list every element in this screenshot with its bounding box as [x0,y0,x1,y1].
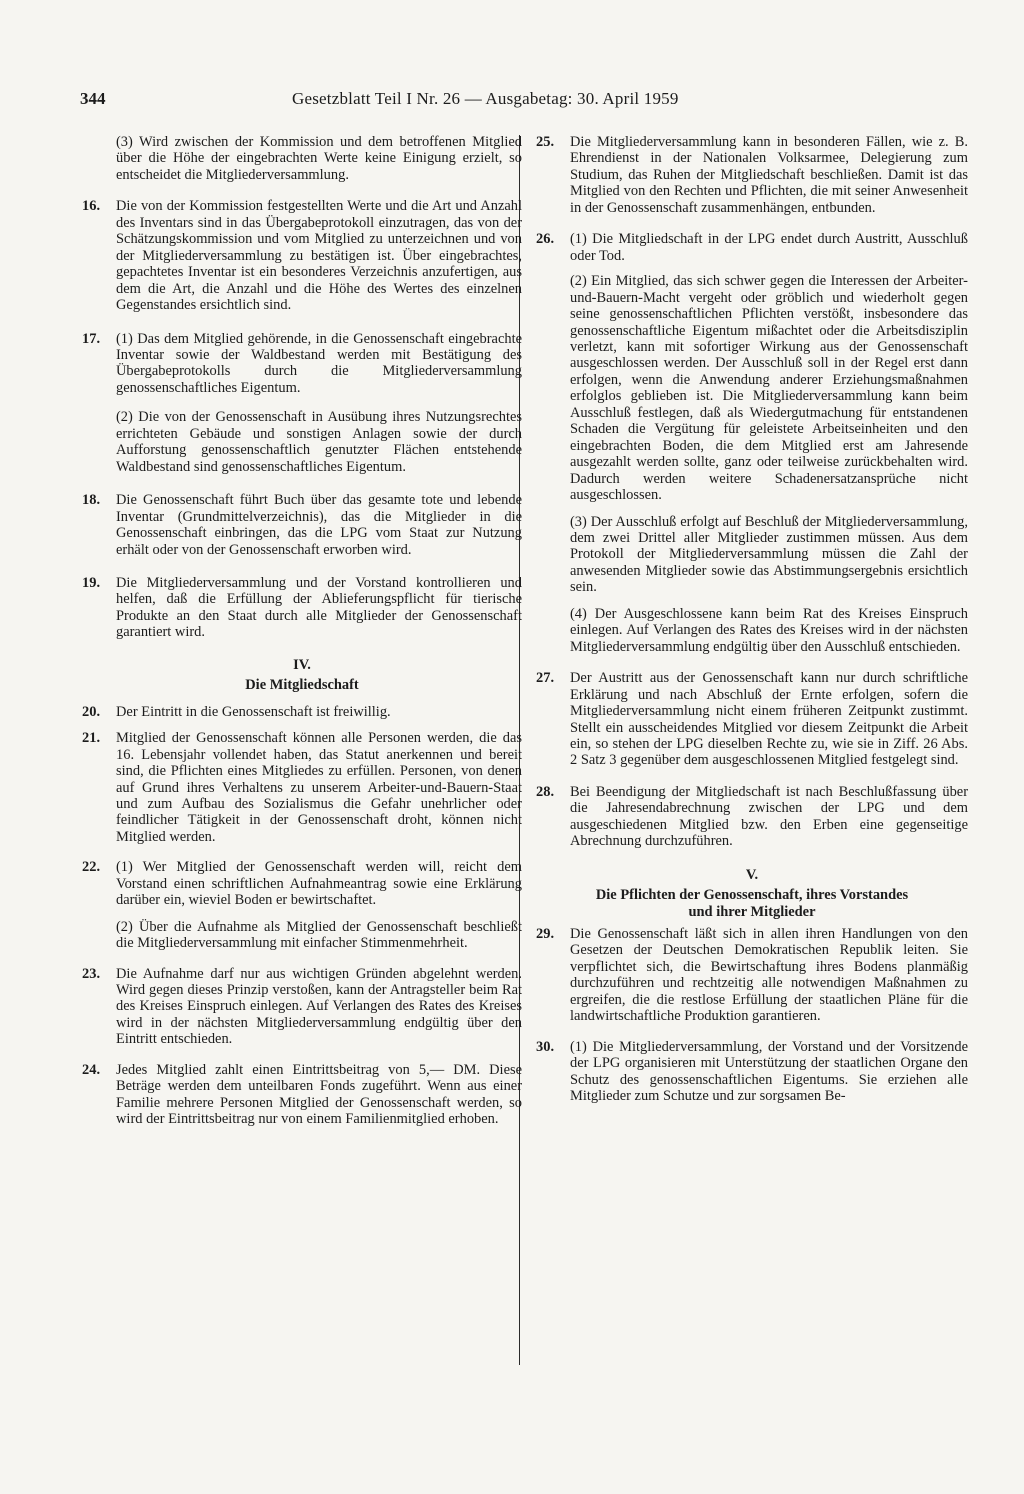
right-column [536,134,968,1105]
article-18 [82,492,522,558]
section-number: V. [745,866,759,883]
article-number: 29. [536,926,555,943]
article-24 [82,1062,522,1128]
article-number: 24. [82,1061,101,1078]
article-25 [536,134,968,216]
article-text: Mitglied der Genossenschaft können alle Personen werden, die das 16. Lebensjahr vollendet haben, das Statut anerkennen und bereit sind, die Pflichten eines Mitgliedes zu erfüllen. Personen, von denen auf Grund ihres Verhaltens zu unserem Arbeiter-und-Bauern-Staat und zum Aufbau des Sozialismus die Gefahr unehrlicher oder feindlicher Tätigkeit in der Genossenschaft droht, können nicht Mitglied werden. [116,730,522,845]
article-number: 26. [536,231,555,248]
article-text: Bei Beendigung der Mitgliedschaft ist nach Beschlußfassung über die Jahresendabrechnung zwischen der LPG und dem ausgeschiedenen Mitglied bzw. den Erben eine gegenseitige Abrechnung durchzuführen. [570,783,968,850]
article-21 [82,730,522,845]
left-column [82,134,522,1128]
article-text: Die Mitgliederversammlung kann in besonderen Fällen, wie z. B. Ehrendienst in der Nationalen Volksarmee, Delegierung zum Studium, das Ruhen der Mitgliedschaft beschließen. Damit ist das Mitglied von den Rechten und Pflichten, die mit seiner Anwesenheit in der Genossenschaft zusammenhängen, entbunden. [570,134,968,216]
article-22 [82,859,522,951]
article-17 [82,331,522,476]
article-text: (4) Der Ausgeschlossene kann beim Rat des Kreises Einspruch einlegen. Auf Verlangen des Rates des Kreises wird in der nächsten Mitgliederversammlung endgültig über den Ausschluß entschieden. [570,605,968,655]
article-number: 28. [536,783,555,800]
article-text: (2) Ein Mitglied, das sich schwer gegen die Interessen der Arbeiter-und-Bauern-Macht vergeht oder gröblich und wiederholt gegen seine genossenschaftlichen Pflichten verstößt, insbesondere das genossenschaftliche Eigentum mißachtet oder die Arbeitsdisziplin verletzt, kann mit sofortiger Wirkung aus der Genossenschaft ausgeschlossen werden. Der Ausschluß soll in der Regel erst dann erfolgen, wenn die Anwendung anderer Erziehungsmaßnahmen erfolglos geblieben ist. Die Mitgliederversammlung kann beim Ausschluß festlegen, daß als Wiedergutmachung für entstandenen Schaden die Vergütung für geleistete Arbeitseinheiten und den eingebrachten Boden, die dem Mitglied erst am Jahresende ausgezahlt werden sollte, ganz oder teilweise zurückbehalten wird. Dadurch werden weitere Schadenersatzansprüche nicht ausgeschlossen. [570,273,968,504]
article-23 [82,966,522,1048]
article-number: 25. [536,134,555,150]
page-header [80,89,964,113]
article-text: Jedes Mitglied zahlt einen Eintrittsbeitrag von 5,— DM. Diese Beträge werden dem unteilbaren Fonds zugeführt. Wenn aus einer Familie mehrere Personen Mitglied der Genossenschaft werden, so wird der Eintrittsbeitrag nur von einem Familienmitglied erhoben. [116,1061,522,1128]
article-text: Der Austritt aus der Genossenschaft kann nur durch schriftliche Erklärung und nach Abschluß der Ernte erfolgen, sofern die Mitgliederversammlung nicht einem früheren Zeitpunkt zustimmt. Stellt ein ausscheidendes Mitglied vor diesem Zeitpunkt die Arbeit ein, so stehen der LPG dieselben Rechte zu, wie sie in Ziff. 26 Abs. 2 Satz 3 gegenüber dem ausgeschlossenen Mitglied festgelegt sind. [570,670,968,769]
article-29 [536,926,968,1025]
article-number: 20. [82,703,101,720]
article-27 [536,670,968,769]
article-30 [536,1039,968,1105]
section-title: Die Pflichten der Genossenschaft, ihres Vorstandes [595,887,909,904]
article-text: (1) Die Mitgliederversammlung, der Vorstand und der Vorsitzende der LPG organisieren mit Unterstützung der staatlichen Organe den Schutz des genossenschaftlichen Eigentums. Sie erziehen alle Mitglieder zum Schutze und zur sorgsamen Be- [570,1038,968,1105]
article-20 [82,704,522,720]
section-title-line2: und ihrer Mitglieder [688,903,816,920]
section-title: Die Mitgliedschaft [245,677,359,694]
article-text: (1) Wer Mitglied der Genossenschaft werden will, reicht dem Vorstand einen schriftlichen Aufnahmeantrag sowie eine Erklärung darüber ein, wieviel Boden er bewirtschaftet. [116,859,522,909]
paragraph-15-3: (3) Wird zwischen der Kommission und dem betroffenen Mitglied über die Höhe der eingebrachten Werte keine Einigung erzielt, so entscheidet die Mitgliederversammlung. [116,134,522,183]
article-text: (2) Über die Aufnahme als Mitglied der Genossenschaft beschließt die Mitgliederversammlung mit einfacher Stimmenmehrheit. [116,918,522,952]
article-number: 23. [82,965,101,982]
article-text: (1) Die Mitgliedschaft in der LPG endet durch Austritt, Ausschluß oder Tod. [570,231,968,264]
article-text: (1) Das dem Mitglied gehörende, in die Genossenschaft eingebrachte Inventar sowie der Waldbestand werden mit Bestätigung des Übergabeprotokolls durch die Mitgliederversammlung genossenschaftliches Eigentum. [116,330,522,396]
article-26 [536,231,968,655]
article-text: Die Aufnahme darf nur aus wichtigen Gründen abgelehnt werden. Wird gegen dieses Prinzip verstoßen, kann der Antragsteller beim Rat des Kreises Einspruch einlegen. Auf Verlangen des Rates des Kreises wird in der nächsten Mitgliederversammlung endgültig über den Eintritt entschieden. [116,965,522,1048]
article-text: (2) Die von der Genossenschaft in Ausübung ihres Nutzungsrechtes errichteten Gebäude und sonstigen Anlagen sowie der durch Aufforstung genossenschaftlich genutzter Flächen entstehende Waldbestand sind genossenschaftliches Eigentum. [116,409,522,475]
article-number: 30. [536,1038,555,1055]
section-number: IV. [293,656,311,673]
page-number: 344 [80,89,106,108]
article-number: 21. [82,730,101,747]
article-28 [536,784,968,850]
article-text: Die Genossenschaft führt Buch über das gesamte tote und lebende Inventar (Grundmittelverzeichnis), das die Mitglieder in die Genossenschaft einbringen, das die LPG vom Staat zur Nutzung erhält oder von der Genossenschaft erworben wird. [116,492,522,558]
article-number: 16. [82,198,101,215]
article-number: 17. [82,330,101,347]
article-text: Die Genossenschaft läßt sich in allen ihren Handlungen von den Gesetzen der Deutschen Demokratischen Republik leiten. Sie verpflichtet sich, die Bewirtschaftung ihres Bodens planmäßig durchzuführen und rechtzeitig alle notwendigen Maßnahmen zu ergreifen, die die restlose Erfüllung der staatlichen Pläne für die landwirtschaftliche Produktion garantieren. [570,926,968,1025]
article-19 [82,575,522,641]
article-number: 18. [82,492,101,509]
article-number: 27. [536,670,555,687]
article-number: 19. [82,574,101,591]
article-number: 22. [82,859,101,876]
article-text: (3) Der Ausschluß erfolgt auf Beschluß der Mitgliederversammlung, dem zwei Drittel aller Mitglieder zustimmen müssen. Aus dem Protokoll der Mitgliederversammlung müssen die Zahl der anwesenden Mitglieder sowie das Abstimmungsergebnis ersichtlich sein. [570,513,968,596]
running-head: Gesetzblatt Teil I Nr. 26 — Ausgabetag: 30. April 1959 [292,89,679,108]
article-16 [82,198,522,313]
article-text: Der Eintritt in die Genossenschaft ist freiwillig. [116,703,391,720]
article-text: Die Mitgliederversammlung und der Vorstand kontrollieren und helfen, daß die Erfüllung der Ablieferungspflicht für tierische Produkte an den Staat durch alle Mitglieder der Genossenschaft garantiert wird. [116,574,522,641]
article-text: Die von der Kommission festgestellten Werte und die Art und Anzahl des Inventars sind in das Übergabeprotokoll einzutragen, das von der Schätzungskommission und vom Mitglied zu unterzeichnen und von der Mitgliederversammlung zu bestätigen ist. Über eingebrachtes, gepachtetes Inventar ist ein besonderes Verzeichnis anzufertigen, aus dem die Art, die Anzahl und die Höhe des Wertes des einzelnen Gegenstandes ersichtlich sind. [116,198,522,314]
